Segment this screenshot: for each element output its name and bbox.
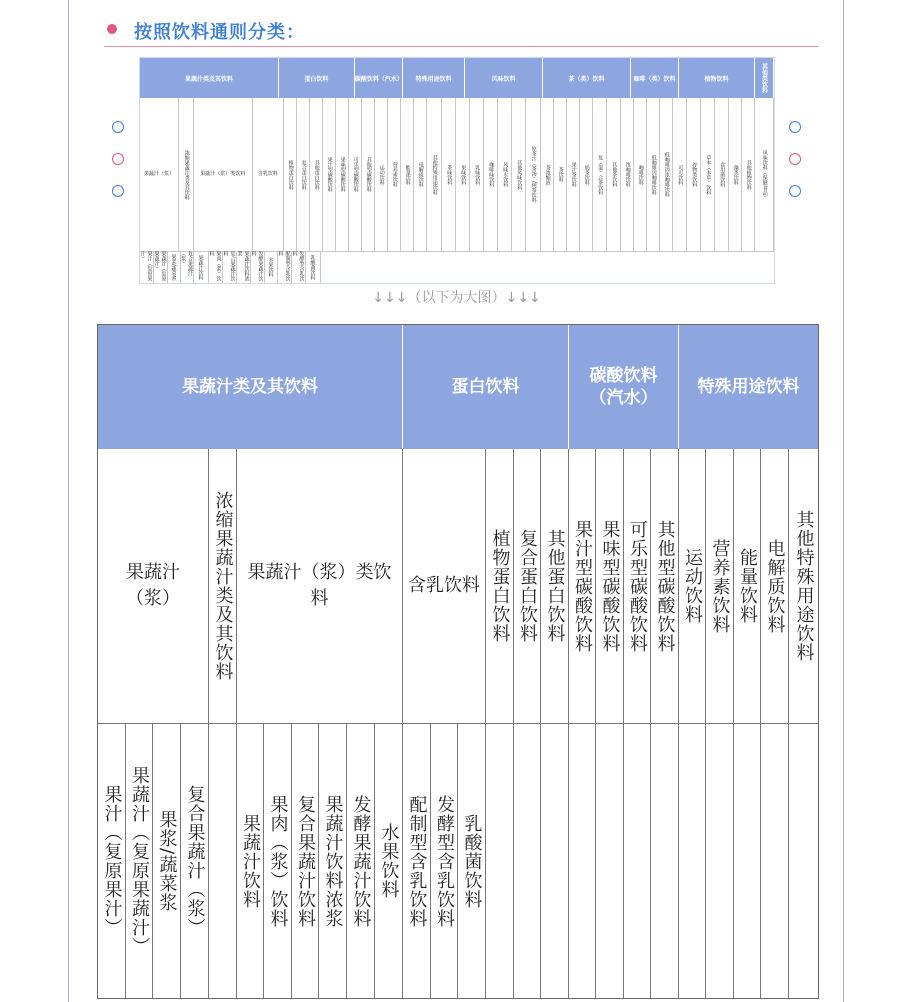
classification-table — [97, 324, 819, 999]
detail-cell: 配制型含乳饮料 — [403, 724, 431, 998]
subcategory-cell: 复合蛋白饮料 — [514, 449, 541, 724]
thumb-subcategory: 谷物类饮料 — [687, 98, 701, 251]
thumb-subcategory: 含乳饮料 — [253, 98, 284, 251]
detail-cell: 果蔬汁饮料 — [237, 724, 264, 998]
detail-cell-empty — [486, 724, 514, 998]
detail-cell-empty — [651, 724, 679, 998]
thumb-subcategory: 食用菌饮料 — [715, 98, 729, 251]
subcategory-cell: 果蔬汁（浆）类饮料 — [237, 449, 403, 724]
thumb-subcategory: 其他型碳酸饮料 — [362, 98, 375, 251]
thumb-subcategory: 低咖啡因浓咖啡饮料 — [660, 98, 673, 251]
thumb-subcategory: 其他风味饮料 — [512, 98, 526, 251]
subcategory-cell: 可乐型碳酸饮料 — [624, 449, 651, 724]
detail-cell-empty — [596, 724, 624, 998]
thumb-detail: 果汁（复原果汁） — [139, 251, 153, 281]
thumb-subcategory: 其他茶饮料 — [607, 98, 621, 251]
thumb-subcategory: 低咖啡因咖啡饮料 — [647, 98, 660, 251]
thumb-subcategory: 其他植物饮料 — [742, 98, 755, 251]
thumb-detail: 水果饮料 — [265, 251, 278, 283]
binder-hole-icon — [789, 153, 801, 165]
thumb-subcategory: 果蔬汁（浆）类饮料 — [194, 98, 253, 251]
thumb-header: 茶（类）饮料 — [543, 58, 631, 98]
subcategory-cell: 浓缩果蔬汁类及其饮料 — [209, 449, 237, 724]
thumb-subcategory: 果味饮料 — [456, 98, 470, 251]
header-cell: 果蔬汁类及其饮料 — [98, 325, 403, 449]
detail-cell-empty — [706, 724, 734, 998]
overview-thumbnail — [139, 57, 775, 284]
detail-cell: 发酵果蔬汁饮料 — [347, 724, 375, 998]
thumb-header: 果蔬汁类及其饮料 — [140, 58, 279, 98]
detail-cell-empty — [789, 724, 818, 998]
thumb-subcategory: 茶浓缩液 — [541, 98, 554, 251]
header-cell: 特殊用途饮料 — [679, 325, 818, 449]
thumb-detail: 复合果蔬汁饮料 — [222, 251, 236, 281]
detail-cell-empty — [624, 724, 651, 998]
section-title: 按照饮料通则分类： — [134, 22, 305, 43]
detail-cell-empty — [209, 724, 237, 998]
detail-cell-empty — [679, 724, 706, 998]
detail-cell: 复合果蔬汁（浆） — [181, 724, 209, 998]
detail-cell: 果汁（复原果汁） — [98, 724, 126, 998]
subcategory-cell: 果蔬汁 （浆） — [98, 449, 209, 724]
thumb-subcategory: 果汁茶饮料 — [567, 98, 580, 251]
detail-cell: 果蔬汁（复原果蔬汁） — [126, 724, 153, 998]
binder-hole-icon — [112, 153, 124, 165]
thumb-detail: 发酵果蔬汁饮料 — [250, 251, 264, 281]
thumb-subcategory: 藻类饮料 — [729, 98, 742, 251]
thumb-subcategory: 浓咖啡饮料 — [621, 98, 634, 251]
thumb-header: 蛋白饮料 — [279, 58, 355, 98]
thumb-subcategory: 茶饮料 — [554, 98, 567, 251]
detail-cell-empty — [569, 724, 596, 998]
detail-cell: 果浆/蔬菜浆 — [153, 724, 181, 998]
bullet-icon — [107, 24, 117, 34]
subcategory-cell: 能量饮料 — [734, 449, 761, 724]
thumb-detail: 配制型含乳饮料 — [277, 251, 291, 281]
thumb-subcategory: 咖啡味饮料 — [484, 98, 498, 251]
subcategory-cell: 含乳饮料 — [403, 449, 486, 724]
detail-cell-empty — [514, 724, 541, 998]
thumb-subcategory: 乳味饮料 — [470, 98, 484, 251]
subcategory-cell: 其他蛋白饮料 — [541, 449, 569, 724]
thumb-subcategory: 能量饮料 — [401, 98, 414, 251]
detail-cell-empty — [541, 724, 569, 998]
header-cell: 碳酸饮料 （汽水） — [569, 325, 679, 449]
detail-cell: 复合果蔬汁饮料 — [292, 724, 319, 998]
thumb-subcategory: 浓缩果蔬汁类及其饮料 — [179, 98, 194, 251]
thumb-subcategory: 复合蛋白饮料 — [297, 98, 310, 251]
page-border-left — [68, 0, 69, 1002]
thumb-header: 碳酸饮料（汽水） — [355, 58, 403, 98]
thumb-header: 植物饮料 — [679, 58, 755, 98]
thumb-subcategory: 果汁型碳酸饮料 — [323, 98, 336, 251]
thumb-detail: 果蔬汁饮料浓浆 — [236, 251, 250, 281]
thumb-detail: 果肉（浆）饮料 — [208, 251, 222, 281]
thumb-subcategory: 风味饮料（保健食品） — [755, 98, 774, 251]
arrow-note: ↓↓↓（以下为大图）↓↓↓ — [372, 290, 541, 306]
thumb-subcategory: 运动饮料 — [375, 98, 388, 251]
subcategory-cell: 果味型碳酸饮料 — [596, 449, 624, 724]
detail-cell: 果蔬汁饮料浓浆 — [319, 724, 347, 998]
detail-cell: 果肉（浆）饮料 — [264, 724, 292, 998]
thumb-header: 其他类饮料 — [755, 58, 774, 98]
detail-cell-empty — [734, 724, 761, 998]
thumb-subcategory: 其他蛋白饮料 — [310, 98, 323, 251]
thumb-subcategory: 果味型碳酸饮料 — [336, 98, 349, 251]
subcategory-cell: 果汁型碳酸饮料 — [569, 449, 596, 724]
subcategory-cell: 其他型碳酸饮料 — [651, 449, 679, 724]
thumb-subcategory: 营养素饮料 — [388, 98, 401, 251]
thumb-subcategory: 可乐型碳酸饮料 — [349, 98, 362, 251]
thumb-subcategory: 果蔬汁（浆） — [140, 98, 179, 251]
binder-hole-icon — [789, 121, 801, 133]
thumb-detail: 发酵型含乳饮料 — [291, 251, 305, 281]
subcategory-cell: 植物蛋白饮料 — [486, 449, 514, 724]
thumb-subcategory: 原茶汁（茶汤）/纯茶饮料 — [526, 98, 541, 251]
thumb-detail: 果浆/蔬菜浆 — [168, 251, 181, 283]
thumb-subcategory: 复（混）合茶饮料 — [593, 98, 607, 251]
thumb-detail: 乳酸菌饮料 — [306, 251, 321, 283]
thumb-header: 风味饮料 — [465, 58, 543, 98]
subcategory-cell: 营养素饮料 — [706, 449, 734, 724]
thumb-subcategory: 咖啡饮料 — [634, 98, 647, 251]
header-cell: 蛋白饮料 — [403, 325, 569, 449]
thumb-subcategory: 其他特殊用途饮料 — [427, 98, 442, 251]
thumb-detail: 果蔬汁（复原果蔬汁） — [153, 251, 167, 281]
page-border-right — [843, 0, 844, 1002]
section-heading — [104, 16, 818, 47]
detail-cell: 发酵型含乳饮料 — [431, 724, 458, 998]
thumb-subcategory: 奶茶饮料 — [580, 98, 593, 251]
binder-hole-icon — [789, 185, 801, 197]
subcategory-cell: 运动饮料 — [679, 449, 706, 724]
thumb-subcategory: 可可饮料 — [673, 98, 687, 251]
thumb-header: 咖啡（类）饮料 — [631, 58, 679, 98]
detail-cell-empty — [761, 724, 789, 998]
thumb-subcategory: 电解质饮料 — [414, 98, 427, 251]
thumb-detail: 果蔬汁饮料 — [194, 251, 209, 283]
thumb-subcategory: 植物蛋白饮料 — [284, 98, 297, 251]
thumb-header: 特殊用途饮料 — [403, 58, 465, 98]
detail-cell: 水果饮料 — [375, 724, 403, 998]
thumb-subcategory: 草本（本草）饮料 — [701, 98, 715, 251]
detail-cell: 乳酸菌饮料 — [458, 724, 486, 998]
binder-hole-icon — [112, 185, 124, 197]
thumb-subcategory: 风味水饮料 — [498, 98, 512, 251]
subcategory-cell: 电解质饮料 — [761, 449, 789, 724]
thumb-subcategory: 茶味饮料 — [442, 98, 456, 251]
subcategory-cell: 其他特殊用途饮料 — [789, 449, 818, 724]
binder-hole-icon — [112, 121, 124, 133]
thumb-detail: 复合果蔬汁（浆） — [181, 251, 194, 283]
